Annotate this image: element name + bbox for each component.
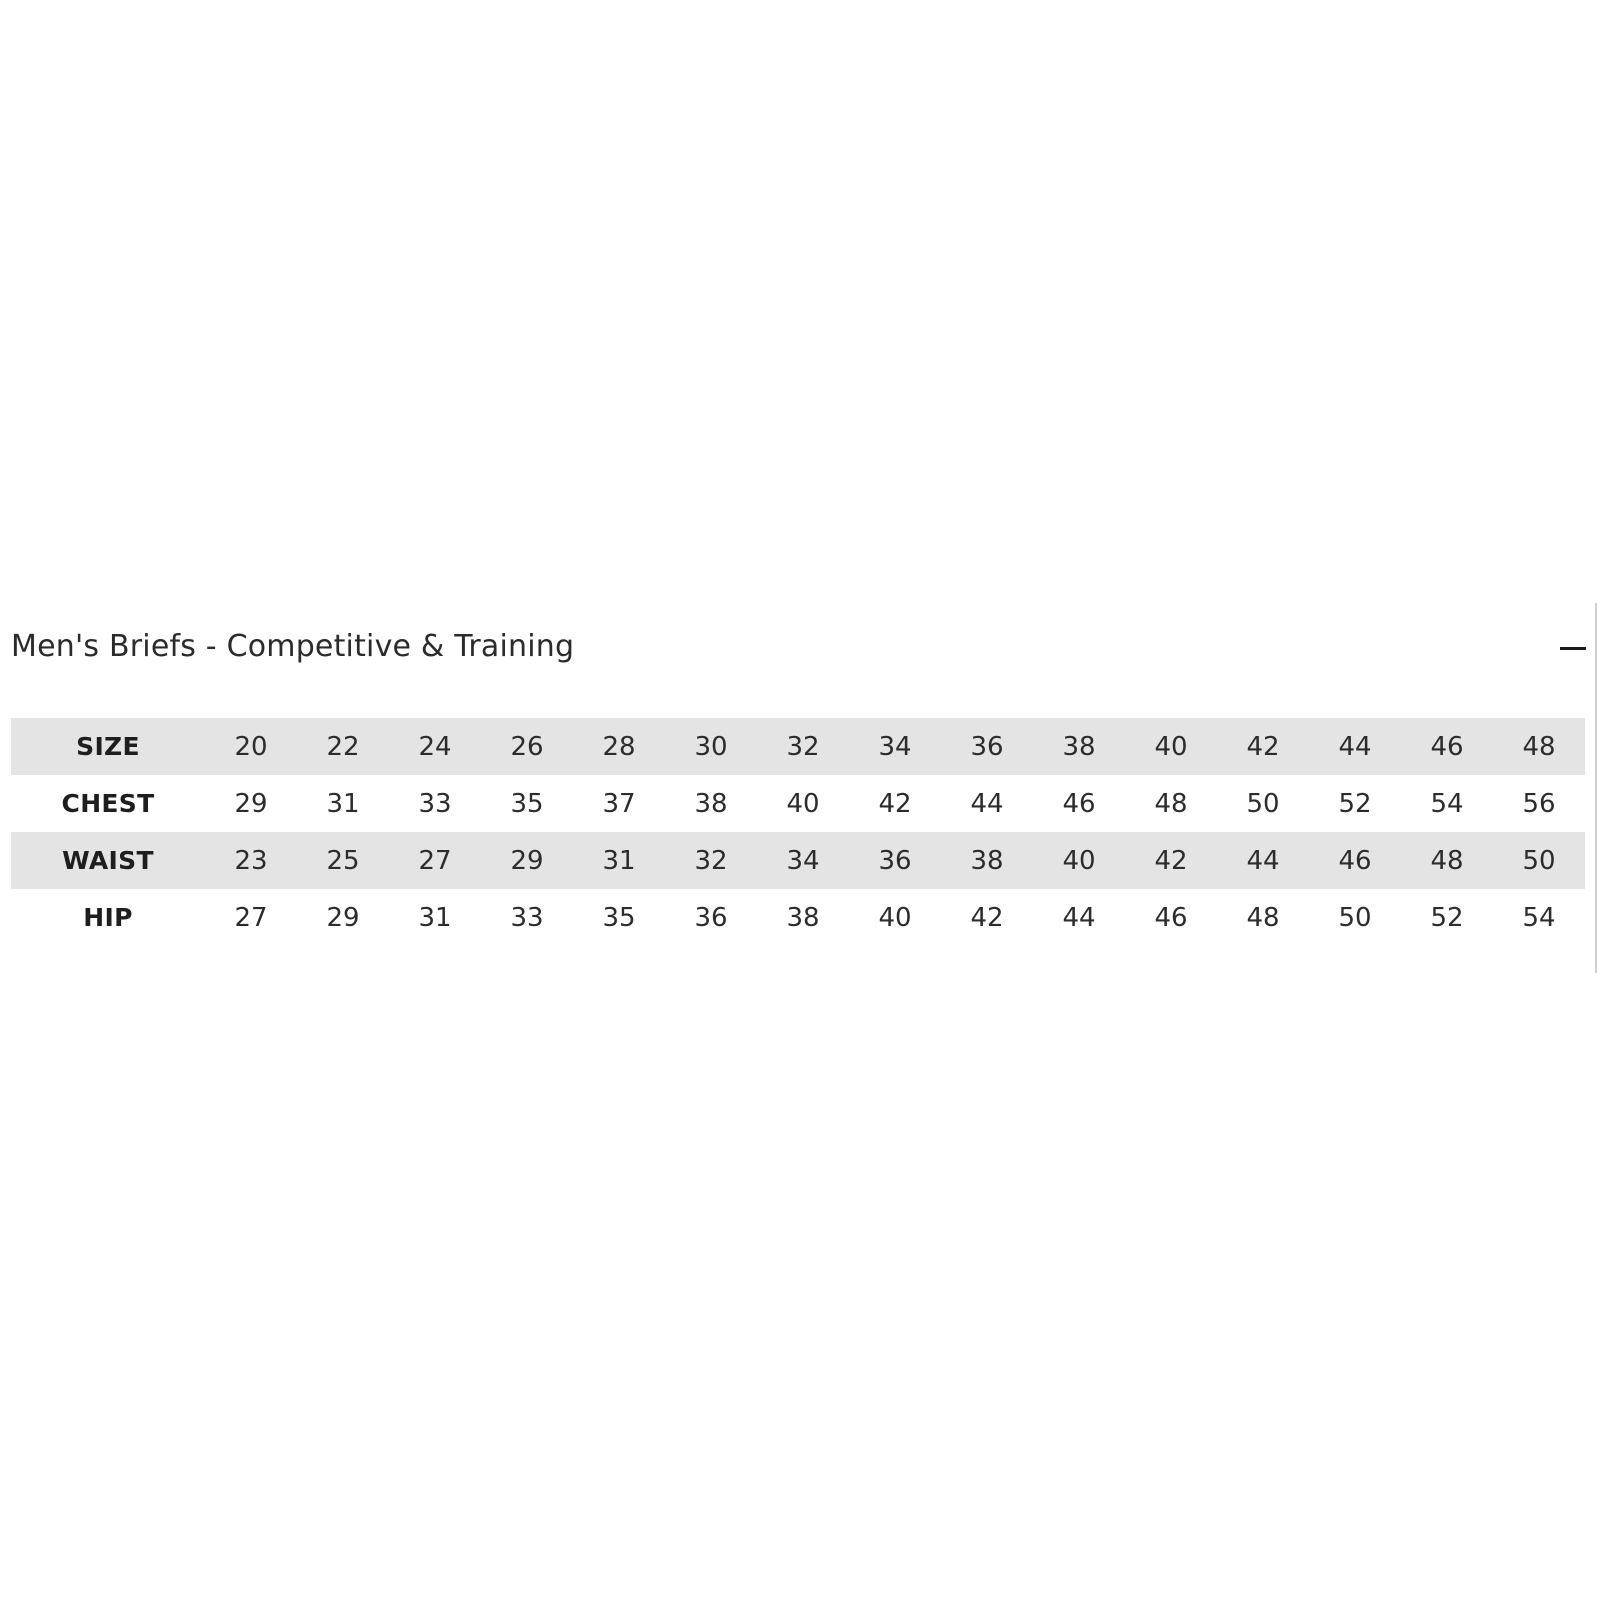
row-label: CHEST: [61, 789, 155, 818]
size-cell: 33: [510, 902, 544, 933]
size-cell: 48: [1246, 902, 1280, 933]
panel-edge-divider: [1595, 603, 1597, 973]
size-cell: 38: [941, 832, 1033, 889]
row-label: WAIST: [11, 832, 205, 889]
size-cell: 40: [878, 902, 912, 933]
size-cell: 29: [481, 832, 573, 889]
row-label: HIP: [83, 903, 133, 932]
size-cell: 54: [1430, 788, 1464, 819]
size-row-hip: [11, 889, 1585, 946]
size-cell: 44: [970, 788, 1004, 819]
size-cell: 42: [970, 902, 1004, 933]
size-cell: 42: [1125, 832, 1217, 889]
size-cell: 27: [234, 902, 268, 933]
row-label: SIZE: [11, 718, 205, 775]
size-cell: 29: [234, 788, 268, 819]
size-row-chest: [11, 775, 1585, 832]
size-cell: 24: [389, 718, 481, 775]
size-cell: 50: [1246, 788, 1280, 819]
size-cell: 31: [573, 832, 665, 889]
size-cell: 40: [786, 788, 820, 819]
size-cell: 48: [1401, 832, 1493, 889]
size-cell: 36: [694, 902, 728, 933]
size-cell: 31: [418, 902, 452, 933]
size-cell: 50: [1338, 902, 1372, 933]
size-cell: 35: [602, 902, 636, 933]
size-cell: 34: [757, 832, 849, 889]
size-cell: 40: [1125, 718, 1217, 775]
size-cell: 30: [665, 718, 757, 775]
size-cell: 28: [573, 718, 665, 775]
size-cell: 44: [1217, 832, 1309, 889]
size-cell: 36: [941, 718, 1033, 775]
size-cell: 46: [1309, 832, 1401, 889]
size-cell: 54: [1522, 902, 1556, 933]
section-header[interactable]: [11, 625, 1586, 675]
size-cell: 27: [389, 832, 481, 889]
size-cell: 20: [205, 718, 297, 775]
size-cell: 46: [1062, 788, 1096, 819]
size-cell: 32: [665, 832, 757, 889]
size-cell: 22: [297, 718, 389, 775]
size-cell: 36: [849, 832, 941, 889]
size-row-waist: [11, 832, 1585, 889]
size-cell: 38: [1033, 718, 1125, 775]
size-cell: 44: [1309, 718, 1401, 775]
size-cell: 25: [297, 832, 389, 889]
size-cell: 38: [694, 788, 728, 819]
size-row-size: [11, 718, 1585, 775]
size-cell: 32: [757, 718, 849, 775]
size-cell: 38: [786, 902, 820, 933]
size-cell: 31: [326, 788, 360, 819]
size-cell: 56: [1522, 788, 1556, 819]
size-cell: 33: [418, 788, 452, 819]
size-chart-table: [11, 718, 1585, 946]
size-chart-section: [11, 625, 1586, 675]
size-cell: 26: [481, 718, 573, 775]
size-cell: 52: [1338, 788, 1372, 819]
size-cell: 48: [1154, 788, 1188, 819]
size-cell: 48: [1493, 718, 1585, 775]
size-cell: 52: [1430, 902, 1464, 933]
minus-icon[interactable]: [1560, 647, 1586, 650]
size-cell: 42: [878, 788, 912, 819]
size-cell: 23: [205, 832, 297, 889]
size-cell: 34: [849, 718, 941, 775]
size-cell: 44: [1062, 902, 1096, 933]
size-cell: 37: [602, 788, 636, 819]
size-cell: 46: [1154, 902, 1188, 933]
section-title: Men's Briefs - Competitive & Training: [11, 629, 575, 664]
size-cell: 42: [1217, 718, 1309, 775]
size-cell: 50: [1493, 832, 1585, 889]
size-cell: 40: [1033, 832, 1125, 889]
size-cell: 29: [326, 902, 360, 933]
size-cell: 35: [510, 788, 544, 819]
size-cell: 46: [1401, 718, 1493, 775]
